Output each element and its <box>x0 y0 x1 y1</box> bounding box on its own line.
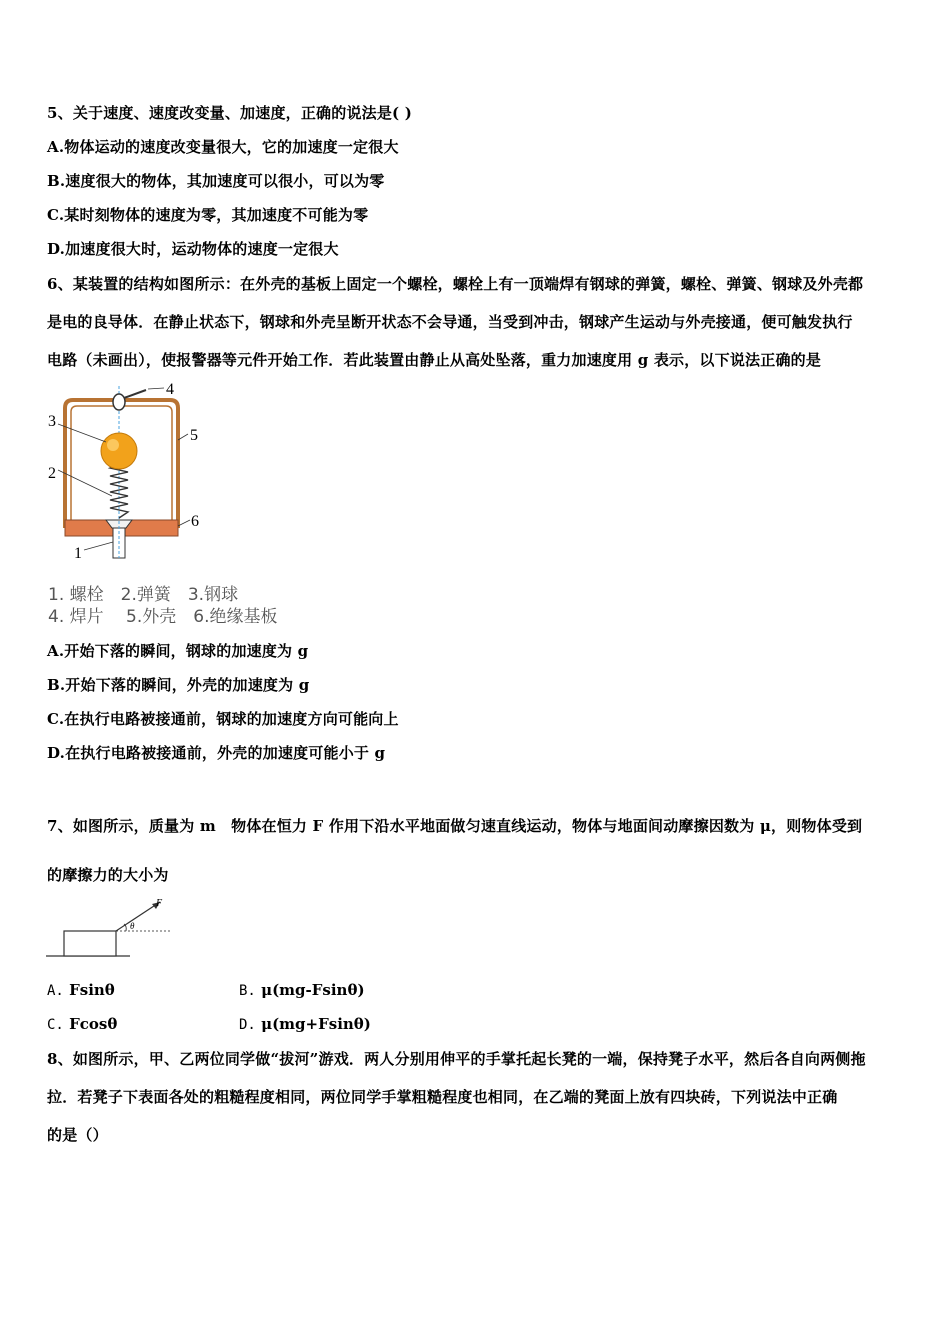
q7-option-d-text: μ(mg+Fsinθ) <box>261 1015 371 1033</box>
q5-option-b: B.速度很大的物体，其加速度可以很小，可以为零 <box>47 172 385 190</box>
figure-label-6: 6 <box>191 513 199 530</box>
q8-stem-line-1: 8、如图所示，甲、乙两位同学做“拔河”游戏．两人分别用伸平的手掌托起长凳的一端，保持凳子水平，然后各自向两侧拖 <box>47 1050 866 1068</box>
figure-label-5: 5 <box>190 427 198 444</box>
q6-option-c: C.在执行电路被接通前，钢球的加速度方向可能向上 <box>47 710 399 728</box>
q7-option-d <box>239 1015 371 1033</box>
q8-stem-line-3: 的是（） <box>47 1126 108 1144</box>
figure-label-1: 1 <box>74 545 82 562</box>
q6-stem-line-3: 电路（未画出），使报警器等元件开始工作．若此装置由静止从高处坠落，重力加速度用 g 表示，以下说法正确的是 <box>47 351 822 369</box>
q7-option-a <box>47 981 115 999</box>
q7-option-a-text: Fsinθ <box>69 981 115 999</box>
block-force-figure <box>44 894 179 962</box>
figure-legend-line-2: 4. 焊片 5.外壳 6.绝缘基板 <box>48 607 278 627</box>
q7-option-b-label: B. <box>239 983 256 999</box>
figure-label-3: 3 <box>48 413 56 430</box>
q7-option-c-text: Fcosθ <box>69 1015 118 1033</box>
q6-option-a: A.开始下落的瞬间，钢球的加速度为 g <box>47 642 309 660</box>
q6-option-d: D.在执行电路被接通前，外壳的加速度可能小于 g <box>47 744 386 762</box>
q7-stem-line-1: 7、如图所示，质量为 m 物体在恒力 F 作用下沿水平地面做匀速直线运动，物体与地面间动摩擦因数为 μ，则物体受到 <box>47 817 863 835</box>
figure-label-2: 2 <box>48 465 56 482</box>
q6-stem-line-2: 是电的良导体．在静止状态下，钢球和外壳呈断开状态不会导通，当受到冲击，钢球产生运动与外壳接通，便可触发执行 <box>47 313 853 331</box>
q7-option-c <box>47 1015 117 1033</box>
q7-option-a-label: A. <box>47 983 64 999</box>
force-label: F <box>156 898 163 909</box>
q6-stem-line-1: 6、某装置的结构如图所示：在外壳的基板上固定一个螺栓，螺栓上有一顶端焊有钢球的弹簧，螺栓、弹簧、钢球及外壳都 <box>47 275 864 293</box>
figure-legend-line-1: 1. 螺栓 2.弹簧 3.钢球 <box>48 585 239 605</box>
alarm-device-figure <box>44 378 224 563</box>
figure-label-4: 4 <box>166 381 174 398</box>
q8-stem-line-2: 拉．若凳子下表面各处的粗糙程度相同，两位同学手掌粗糙程度也相同，在乙端的凳面上放有四块砖，下列说法中正确 <box>47 1088 838 1106</box>
q5-stem: 5、关于速度、速度改变量、加速度，正确的说法是( ) <box>47 104 413 122</box>
q5-option-c: C.某时刻物体的速度为零，其加速度不可能为零 <box>47 206 369 224</box>
angle-label: θ <box>130 921 135 931</box>
q7-option-b-text: μ(mg-Fsinθ) <box>261 981 365 999</box>
q7-option-b <box>239 981 365 999</box>
q5-option-a: A.物体运动的速度改变量很大，它的加速度一定很大 <box>47 138 399 156</box>
q7-stem-line-2: 的摩擦力的大小为 <box>47 866 169 884</box>
q7-option-c-label: C. <box>47 1017 64 1033</box>
q5-option-d: D.加速度很大时，运动物体的速度一定很大 <box>47 240 339 258</box>
q7-option-d-label: D. <box>239 1017 256 1033</box>
q6-option-b: B.开始下落的瞬间，外壳的加速度为 g <box>47 676 310 694</box>
